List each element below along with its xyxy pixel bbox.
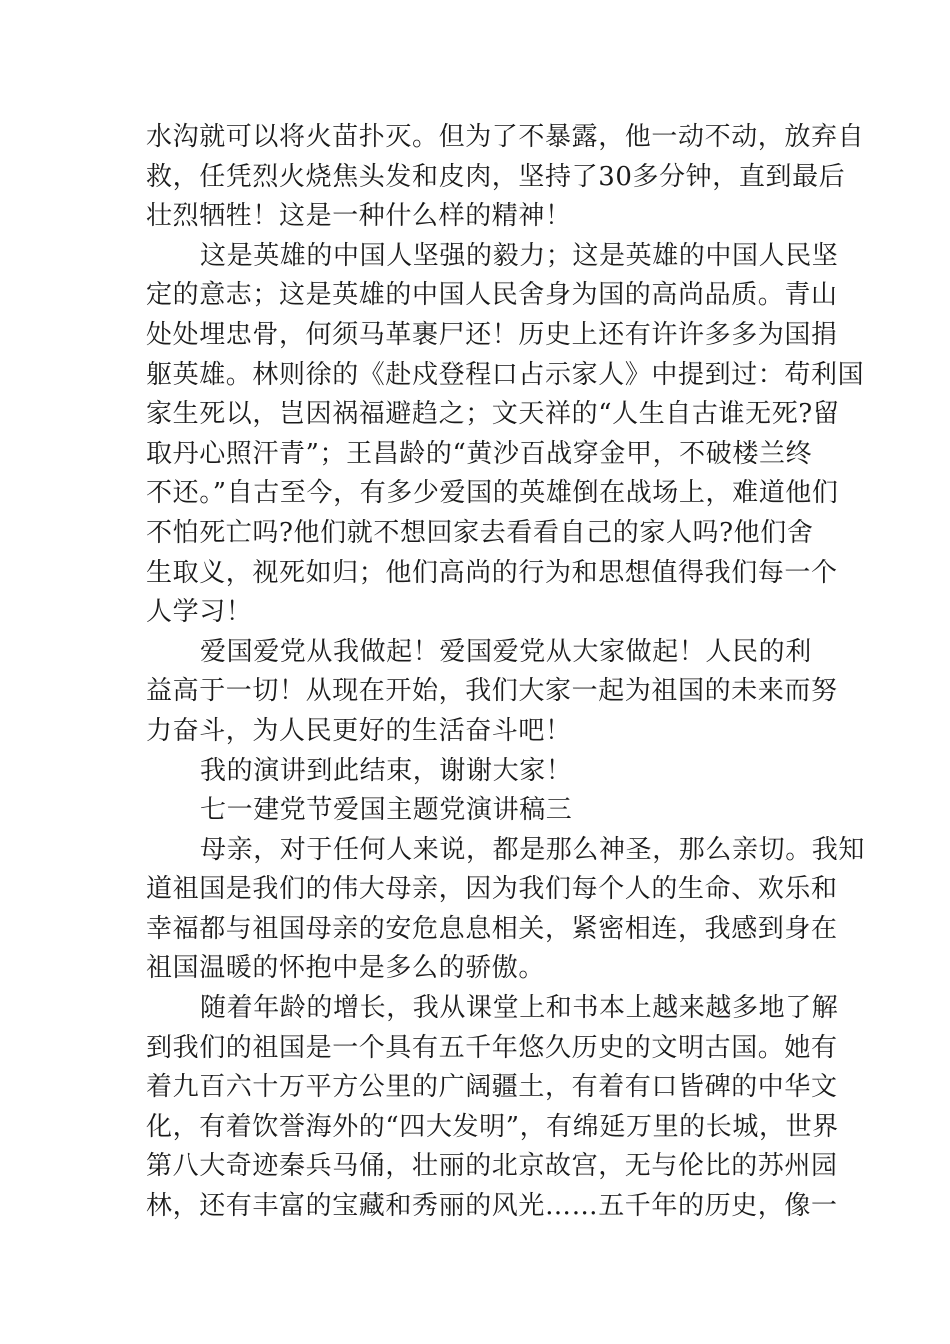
text-line: 祖国温暖的怀抱中是多么的骄傲。	[146, 953, 546, 984]
text-line: 定的意志；这是英雄的中国人民舍身为国的高尚品质。青山	[146, 280, 838, 311]
paragraph-start: 这是英雄的中国人坚强的毅力；这是英雄的中国人民坚	[200, 240, 839, 271]
text-line: 壮烈牺牲！这是一种什么样的精神！	[146, 201, 572, 232]
paragraph-start: 我的演讲到此结束，谢谢大家！	[200, 755, 573, 786]
paragraph-start: 母亲，对于任何人来说，都是那么神圣，那么亲切。我知	[200, 834, 866, 865]
text-line: 躯英雄。林则徐的《赴戍登程口占示家人》中提到过：苟利国	[146, 359, 865, 390]
text-line: 处处埋忠骨，何须马革裹尸还！历史上还有许许多多为国捐	[146, 319, 838, 350]
text-line: 家生死以，岂因祸福避趋之；文天祥的“人生自古谁无死?留	[146, 399, 840, 430]
text-line: 林，还有丰富的宝藏和秀丽的风光……五千年的历史，像一	[146, 1191, 838, 1222]
text-line: 幸福都与祖国母亲的安危息息相关，紧密相连，我感到身在	[146, 913, 838, 944]
text-line: 化，有着饮誉海外的“四大发明”，有绵延万里的长城，世界	[146, 1111, 839, 1142]
text-line: 不怕死亡吗?他们就不想回家去看看自己的家人吗?他们舍	[146, 517, 814, 548]
text-line: 人学习！	[146, 597, 253, 628]
paragraph-start: 爱国爱党从我做起！爱国爱党从大家做起！人民的利	[200, 636, 812, 667]
text-line: 生取义，视死如归；他们高尚的行为和思想值得我们每一个	[146, 557, 838, 588]
document-page	[146, 118, 866, 1227]
text-line: 益高于一切！从现在开始，我们大家一起为祖国的未来而努	[146, 676, 838, 707]
text-line: 着九百六十万平方公里的广阔疆土，有着有口皆碑的中华文	[146, 1072, 838, 1103]
text-line: 到我们的祖国是一个具有五千年悠久历史的文明古国。她有	[146, 1032, 838, 1063]
paragraph-start: 随着年龄的增长，我从课堂上和书本上越来越多地了解	[200, 993, 839, 1024]
text-line: 第八大奇迹秦兵马俑，壮丽的北京故宫，无与伦比的苏州园	[146, 1151, 838, 1182]
text-line: 力奋斗，为人民更好的生活奋斗吧！	[146, 715, 572, 746]
text-line: 取丹心照汗青”；王昌龄的“黄沙百战穿金甲，不破楼兰终	[146, 438, 813, 469]
text-line: 救，任凭烈火烧焦头发和皮肉，坚持了30多分钟，直到最后	[146, 161, 846, 192]
text-line: 不还。”自古至今，有多少爱国的英雄倒在战场上，难道他们	[146, 478, 839, 509]
text-line: 道祖国是我们的伟大母亲，因为我们每个人的生命、欢乐和	[146, 874, 838, 905]
section-heading: 七一建党节爱国主题党演讲稿三	[200, 795, 573, 826]
text-line: 水沟就可以将火苗扑灭。但为了不暴露，他一动不动，放弃自	[146, 122, 865, 152]
